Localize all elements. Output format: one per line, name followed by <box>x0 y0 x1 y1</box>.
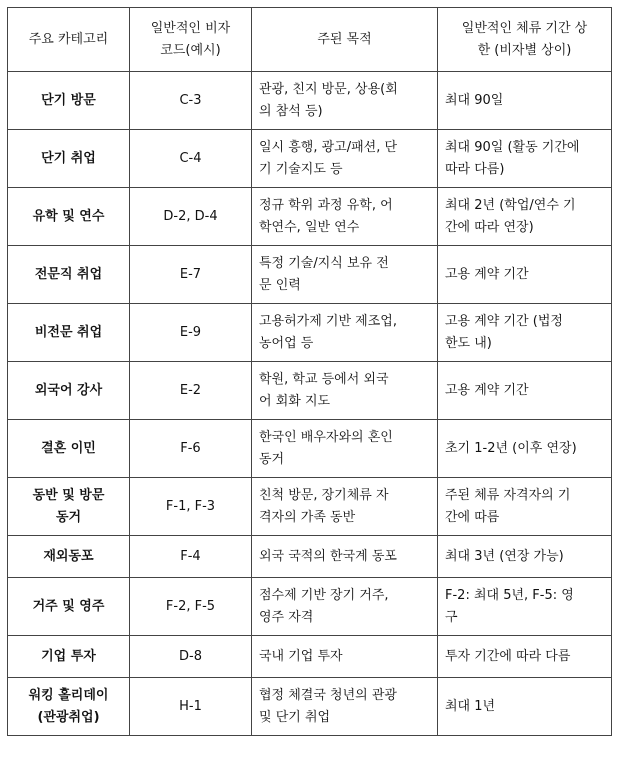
stay-cell: 투자 기간에 따라 다름 <box>438 636 612 678</box>
purpose-cell: 외국 국적의 한국계 동포 <box>252 536 438 578</box>
stay-cell: 고용 계약 기간 <box>438 246 612 304</box>
stay-cell: 초기 1-2년 (이후 연장) <box>438 420 612 478</box>
purpose-cell: 학원, 학교 등에서 외국 어 회화 지도 <box>252 362 438 420</box>
table-row <box>8 246 612 304</box>
header-code: 일반적인 비자 코드(예시) <box>130 8 252 72</box>
purpose-cell: 특정 기술/지식 보유 전 문 인력 <box>252 246 438 304</box>
table-row <box>8 578 612 636</box>
purpose-cell: 고용허가제 기반 제조업, 농어업 등 <box>252 304 438 362</box>
table-row <box>8 420 612 478</box>
stay-cell: 고용 계약 기간 (법정 한도 내) <box>438 304 612 362</box>
code-cell: D-8 <box>130 636 252 678</box>
purpose-cell: 한국인 배우자와의 혼인 동거 <box>252 420 438 478</box>
table-row <box>8 478 612 536</box>
code-cell: E-7 <box>130 246 252 304</box>
category-cell: 동반 및 방문 동거 <box>8 478 130 536</box>
purpose-cell: 정규 학위 과정 유학, 어 학연수, 일반 연수 <box>252 188 438 246</box>
code-cell: E-2 <box>130 362 252 420</box>
table-row <box>8 678 612 736</box>
table-row <box>8 188 612 246</box>
stay-cell: 주된 체류 자격자의 기 간에 따름 <box>438 478 612 536</box>
purpose-cell: 협정 체결국 청년의 관광 및 단기 취업 <box>252 678 438 736</box>
category-cell: 전문직 취업 <box>8 246 130 304</box>
code-cell: H-1 <box>130 678 252 736</box>
category-cell: 기업 투자 <box>8 636 130 678</box>
code-cell: D-2, D-4 <box>130 188 252 246</box>
stay-cell: 최대 3년 (연장 가능) <box>438 536 612 578</box>
purpose-cell: 점수제 기반 장기 거주, 영주 자격 <box>252 578 438 636</box>
table-row <box>8 362 612 420</box>
category-cell: 워킹 홀리데이 (관광취업) <box>8 678 130 736</box>
category-cell: 유학 및 연수 <box>8 188 130 246</box>
code-cell: F-6 <box>130 420 252 478</box>
purpose-cell: 일시 흥행, 광고/패션, 단 기 기술지도 등 <box>252 130 438 188</box>
table-row <box>8 536 612 578</box>
purpose-cell: 국내 기업 투자 <box>252 636 438 678</box>
stay-cell: 최대 1년 <box>438 678 612 736</box>
code-cell: F-4 <box>130 536 252 578</box>
category-cell: 단기 방문 <box>8 72 130 130</box>
stay-cell: F-2: 최대 5년, F-5: 영 구 <box>438 578 612 636</box>
category-cell: 거주 및 영주 <box>8 578 130 636</box>
stay-cell: 최대 90일 <box>438 72 612 130</box>
purpose-cell: 관광, 친지 방문, 상용(회 의 참석 등) <box>252 72 438 130</box>
header-category: 주요 카테고리 <box>8 8 130 72</box>
header-purpose: 주된 목적 <box>252 8 438 72</box>
table-row <box>8 304 612 362</box>
category-cell: 외국어 강사 <box>8 362 130 420</box>
header-stay: 일반적인 체류 기간 상 한 (비자별 상이) <box>438 8 612 72</box>
stay-cell: 고용 계약 기간 <box>438 362 612 420</box>
category-cell: 비전문 취업 <box>8 304 130 362</box>
code-cell: C-4 <box>130 130 252 188</box>
category-cell: 결혼 이민 <box>8 420 130 478</box>
table-row <box>8 636 612 678</box>
code-cell: F-2, F-5 <box>130 578 252 636</box>
stay-cell: 최대 90일 (활동 기간에 따라 다름) <box>438 130 612 188</box>
stay-cell: 최대 2년 (학업/연수 기 간에 따라 연장) <box>438 188 612 246</box>
code-cell: E-9 <box>130 304 252 362</box>
visa-table <box>7 7 612 736</box>
category-cell: 단기 취업 <box>8 130 130 188</box>
code-cell: C-3 <box>130 72 252 130</box>
category-cell: 재외동포 <box>8 536 130 578</box>
table-row <box>8 130 612 188</box>
header-row <box>8 8 612 72</box>
code-cell: F-1, F-3 <box>130 478 252 536</box>
table-row <box>8 72 612 130</box>
purpose-cell: 친척 방문, 장기체류 자 격자의 가족 동반 <box>252 478 438 536</box>
